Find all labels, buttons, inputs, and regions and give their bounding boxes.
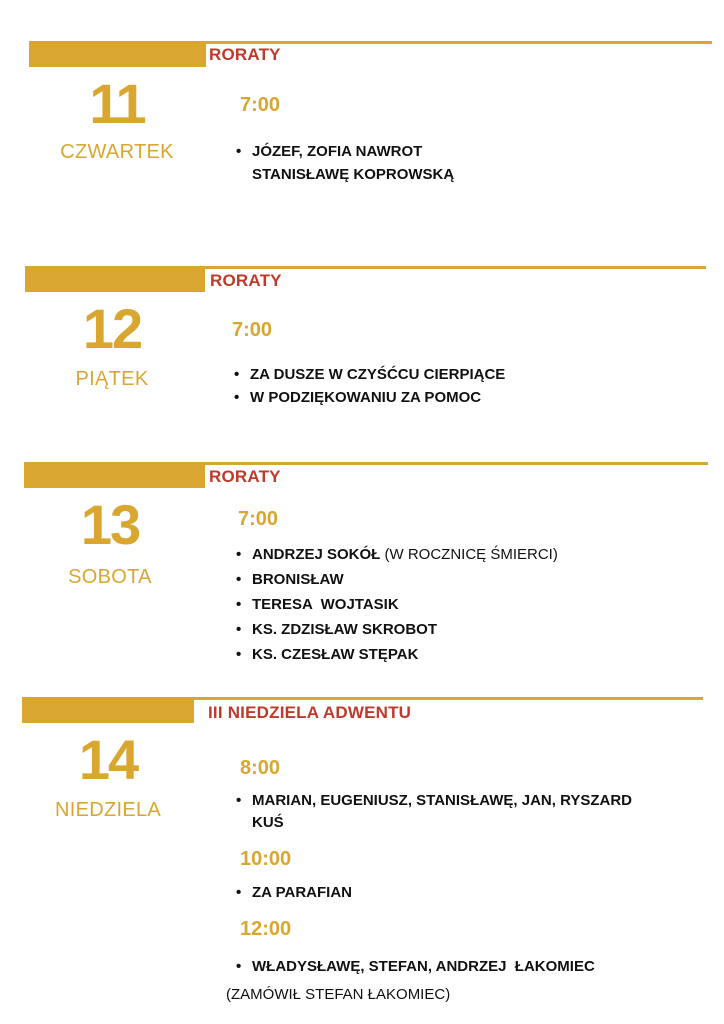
intention-item-continuation: STANISŁAWĘ KOPROWSKĄ xyxy=(252,166,455,183)
day-number: 13 xyxy=(80,493,140,556)
day-title: III NIEDZIELA ADWENTU xyxy=(208,703,412,722)
header-bar xyxy=(22,697,194,723)
header-line xyxy=(25,266,706,269)
intention-item: • ANDRZEJ SOKÓŁ (W ROCZNICĘ ŚMIERCI) xyxy=(236,546,558,563)
intention-item: • KS. ZDZISŁAW SKROBOT xyxy=(236,621,437,638)
day-name: PIĄTEK xyxy=(75,368,149,390)
header-line xyxy=(22,697,703,700)
header-line xyxy=(24,462,708,465)
mass-time: 7:00 xyxy=(240,94,281,116)
intention-item: • WŁADYSŁAWĘ, STEFAN, ANDRZEJ ŁAKOMIEC xyxy=(236,958,595,975)
day-number: 12 xyxy=(82,297,142,360)
day-title: RORATY xyxy=(209,45,281,64)
day-number: 14 xyxy=(78,728,138,791)
day-title: RORATY xyxy=(209,467,281,486)
mass-time: 8:00 xyxy=(240,757,281,779)
day-name: SOBOTA xyxy=(68,566,152,588)
mass-time: 7:00 xyxy=(232,319,273,341)
day-number: 11 xyxy=(89,72,145,135)
intention-item-continuation: KUŚ xyxy=(252,814,284,831)
header-bar xyxy=(25,266,205,292)
intention-item: • W PODZIĘKOWANIU ZA POMOC xyxy=(234,389,482,406)
mass-time: 10:00 xyxy=(240,848,292,870)
mass-time: 7:00 xyxy=(238,508,279,530)
footnote: (ZAMÓWIŁ STEFAN ŁAKOMIEC) xyxy=(226,986,451,1003)
intention-item: • ZA DUSZE W CZYŚĆCU CIERPIĄCE xyxy=(234,366,506,383)
intention-item: • TERESA WOJTASIK xyxy=(236,596,399,613)
intention-item: • KS. CZESŁAW STĘPAK xyxy=(236,646,419,663)
header-line xyxy=(29,41,712,44)
intention-item: • JÓZEF, ZOFIA NAWROT xyxy=(236,143,423,160)
mass-time: 12:00 xyxy=(240,918,292,940)
header-bar xyxy=(29,41,206,67)
day-name: CZWARTEK xyxy=(60,141,174,163)
intention-item: • MARIAN, EUGENIUSZ, STANISŁAWĘ, JAN, RYSZARD xyxy=(236,792,633,809)
day-name: NIEDZIELA xyxy=(54,799,162,821)
intention-item: • ZA PARAFIAN xyxy=(236,884,352,901)
intention-item: • BRONISŁAW xyxy=(236,571,344,588)
day-title: RORATY xyxy=(210,271,282,290)
header-bar xyxy=(24,462,205,488)
intention-note: (W ROCZNICĘ ŚMIERCI) xyxy=(384,546,558,563)
